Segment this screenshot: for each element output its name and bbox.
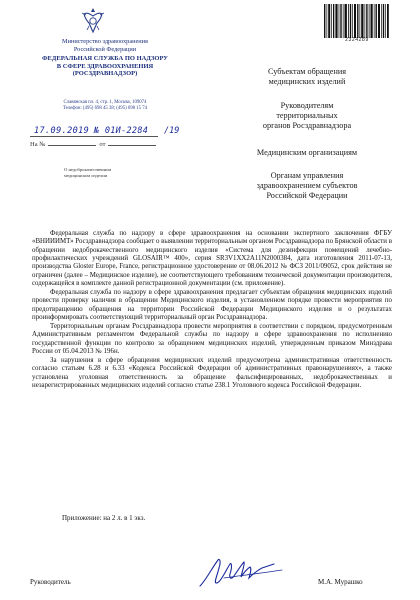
service-name — [30, 55, 180, 78]
registration-suffix: /19 — [164, 126, 180, 136]
signatory-name: М.А. Мурашко — [318, 578, 363, 586]
letter-subject — [64, 167, 156, 178]
address-line: Славянская пл. 4, стр. 1, Москва, 109074 — [63, 100, 147, 105]
recipient-line: территориальных — [276, 111, 338, 120]
recipient-block-3 — [222, 148, 392, 158]
address-block — [30, 100, 180, 112]
body-paragraph-2: Федеральная служба по надзору в сфере здравоохранения предлагает субъектам обращения медицинских изделий провести проверку наличия в обращении Медицинского изделия, в установленном порядке провести мероприятия по предотвращению обращения на территории Российской Федерации Медицинского изделия и о результатах проинформировать соответствующий территориальный орган Росздравнадзора. — [32, 289, 392, 322]
na-blank — [48, 145, 96, 146]
recipient-line: здравоохранением субъектов — [256, 181, 358, 190]
barcode-icon — [324, 4, 390, 38]
body-paragraph-4: За нарушения в сфере обращения медицинских изделий предусмотрена административная ответственность согласно статьям 6.28 и 6.33 «Кодекса Российской Федерации об административных правонарушениях», а также установлена уголовная ответственность за обращение фальсифицированных, недоброкачественных и незарегистрированных медицинских изделий согласно статье 238.1 Уголовного кодекса Российской Федерации. — [32, 356, 392, 389]
service-line-1: ФЕДЕРАЛЬНАЯ СЛУЖБА ПО НАДЗОРУ — [41, 55, 169, 62]
attachment-note: Приложение: на 2 л. в 1 экз. — [62, 514, 146, 522]
registration-underline — [30, 136, 158, 137]
recipient-line: Органам управления — [270, 171, 344, 180]
ot-blank — [108, 145, 156, 146]
reference-line — [30, 141, 190, 148]
service-line-3: (РОСЗДРАВНАДЗОР) — [72, 70, 138, 78]
ministry-line-2: Российской Федерации — [73, 45, 137, 53]
recipient-block-4 — [222, 171, 392, 201]
body-paragraph-1: Федеральная служба по надзору в сфере здравоохранения на основании экспертного заключения ФГБУ «ВНИИИМТ» Росздравнадзора сообщает о выявлении территориальным органом Росздравнадзора по Брянской области в обращении недоброкачественного медицинского изделия «Система для дезинфекции помещений лечебно-профилактических учреждений GLOSAIR™ 400», серия SR3V1XX2A11N2000384, дата изготовления 2011-07-13, производства Gloster Europe, France, регистрационное удостоверение от 08.06.2012 № ФСЗ 2011/09052, срок действия не ограничен (далее – Медицинское изделие), не соответствующего требованиям технической документации производителя, содержащейся в комплекте данной регистрационной документации (см. приложение). — [32, 230, 392, 288]
ot-label: от — [99, 141, 106, 148]
barcode-number: 2324289 — [345, 37, 369, 43]
registration-number — [94, 126, 148, 136]
subject-line-1: О недоброкачественном — [64, 167, 112, 172]
na-label: На № — [30, 141, 46, 148]
recipient-block-1 — [222, 67, 392, 87]
recipient-line: Руководителям — [280, 101, 334, 110]
recipient-line: медицинских изделий — [268, 77, 346, 86]
registration-date: 17.09.2019 — [34, 126, 90, 136]
body-paragraph-3: Территориальным органам Росздравнадзора провести мероприятия в соответствии с порядком, предусмотренным Административным регламентом Федеральной службы по надзору в сфере здравоохранения по исполнению государственной функции по контролю за обращением медицинских изделий, утвержденным приказом Минздрава России от 05.04.2013 № 196н. — [32, 322, 392, 355]
recipient-block-2 — [222, 101, 392, 131]
coat-of-arms-icon — [78, 6, 108, 36]
recipient-line: Российской Федерации — [266, 191, 348, 200]
handwritten-signature-icon — [196, 550, 286, 594]
ministry-name — [30, 38, 180, 53]
phone-line: Телефон: (495) 698 45 38; (495) 698 15 74 — [62, 106, 148, 112]
recipient-line: органов Росздравнадзора — [262, 121, 352, 130]
recipient-line: Субъектам обращения — [268, 67, 346, 76]
number-sign: № — [94, 126, 100, 136]
signatory-role: Руководитель — [30, 578, 71, 586]
subject-line-2: медицинском изделии — [64, 172, 108, 178]
letter-body — [32, 230, 392, 391]
registration-line — [30, 126, 190, 140]
registration-number-value: 01И-2284 — [104, 126, 149, 136]
service-line-2: В СФЕРЕ ЗДРАВООХРАНЕНИЯ — [56, 62, 154, 70]
ministry-line-1: Министерство здравоохранения — [62, 38, 148, 45]
recipient-line: Медицинским организациям — [256, 148, 358, 157]
